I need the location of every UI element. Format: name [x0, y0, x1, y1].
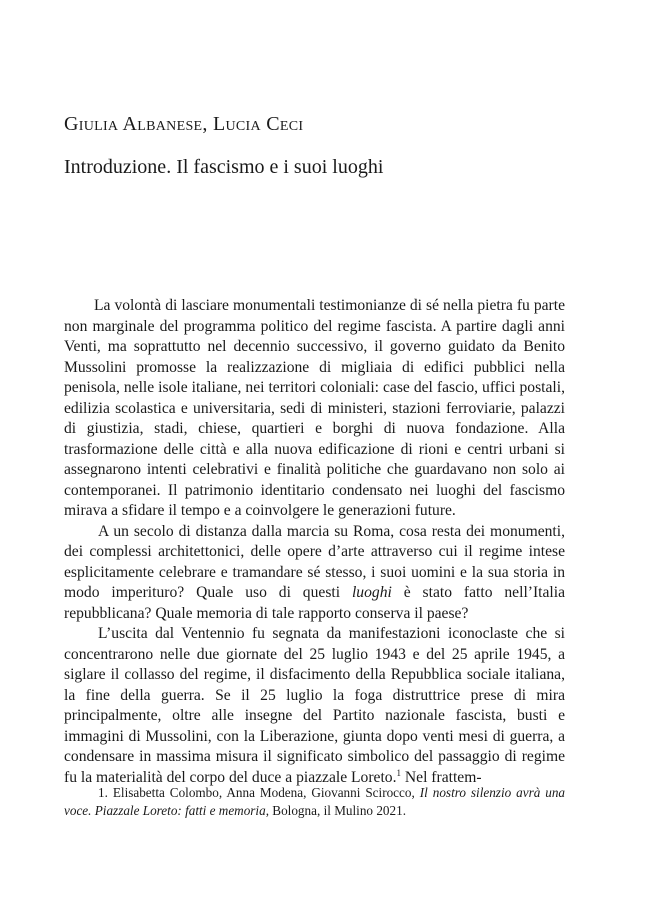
footnote-1 — [64, 784, 565, 820]
footnote-number: 1. — [98, 785, 108, 800]
chapter-authors: Giulia Albanese, Lucia Ceci — [64, 113, 304, 135]
footnote-publisher: , Bologna, il Mulino 2021. — [265, 803, 406, 818]
chapter-title: Introduzione. Il fascismo e i suoi luoghi — [64, 156, 384, 178]
footnote-book-title: Il nostro silenzio avrà una voce. Piazzale Loreto: fatti e memoria — [64, 785, 566, 818]
paragraph-3 — [64, 624, 565, 788]
emphasis-luoghi: luoghi — [351, 584, 392, 601]
paragraph-2-text-b: è stato fatto nell’Italia repubblicana? Quale memoria di tale rapporto conserva il paese? — [64, 584, 565, 622]
paragraph-3-text-a: L’uscita dal Ventennio fu segnata da manifestazioni iconoclaste che si concentrarono nelle due giornate del 25 luglio 1943 e del 25 aprile 1945, a siglare il collasso del regime, il disfacimento della Repubblica sociale italiana, la fine della guerra. Se il 25 luglio la foga distruttrice prese di mira principalmente, oltre alle insegne del Partito nazionale fascista, busti e immagini di Mussolini, con la Liberazione, giunta dopo venti mesi di guerra, a condensare in massima misura il significato simbolico del passaggio di regime fu la materialità del corpo del duce a piazzale Loreto. — [64, 625, 565, 786]
paragraph-2 — [64, 522, 565, 625]
footnote-reference[interactable]: 1 — [396, 767, 401, 778]
footnote — [64, 784, 565, 820]
paragraph-2-text-a: A un secolo di distanza dalla marcia su Roma, cosa resta dei monumenti, dei complessi architettonici, delle opere d’arte attraverso cui il regime intese esplicitamente celebrare e tramandare sé stesso, i suoi uomini e la sua storia in modo imperituro? Quale uso di questi — [64, 522, 565, 601]
paragraph-3-text-b: Nel frattem- — [401, 768, 482, 786]
paragraph-1: La volontà di lasciare monumentali testimonianze di sé nella pietra fu parte non marginale del programma politico del regime fascista. A partire dagli anni Venti, ma soprattutto nel decennio successivo, il governo guidato da Benito Mussolini promosse la realizzazione di migliaia di edifici pubblici nella penisola, nelle isole italiane, nei territori coloniali: case del fascio, uffici postali, edilizia scolastica e universitaria, sedi di ministeri, stazioni ferroviarie, palazzi di giustizia, stadi, chiese, quartieri e borghi di nuova fondazione. Alla trasformazione delle città e alla nuova edificazione di rioni e centri urbani si assegnarono intenti celebrativi e finalità politiche che guardavano non solo ai contemporanei. Il patrimonio identitario condensato nei luoghi del fascismo mirava a sfidare il tempo e a coinvolgere le generazioni future. — [64, 297, 565, 519]
footnote-authors: Elisabetta Colombo, Anna Modena, Giovanni Scirocco, — [112, 785, 415, 800]
body-text — [64, 296, 565, 788]
